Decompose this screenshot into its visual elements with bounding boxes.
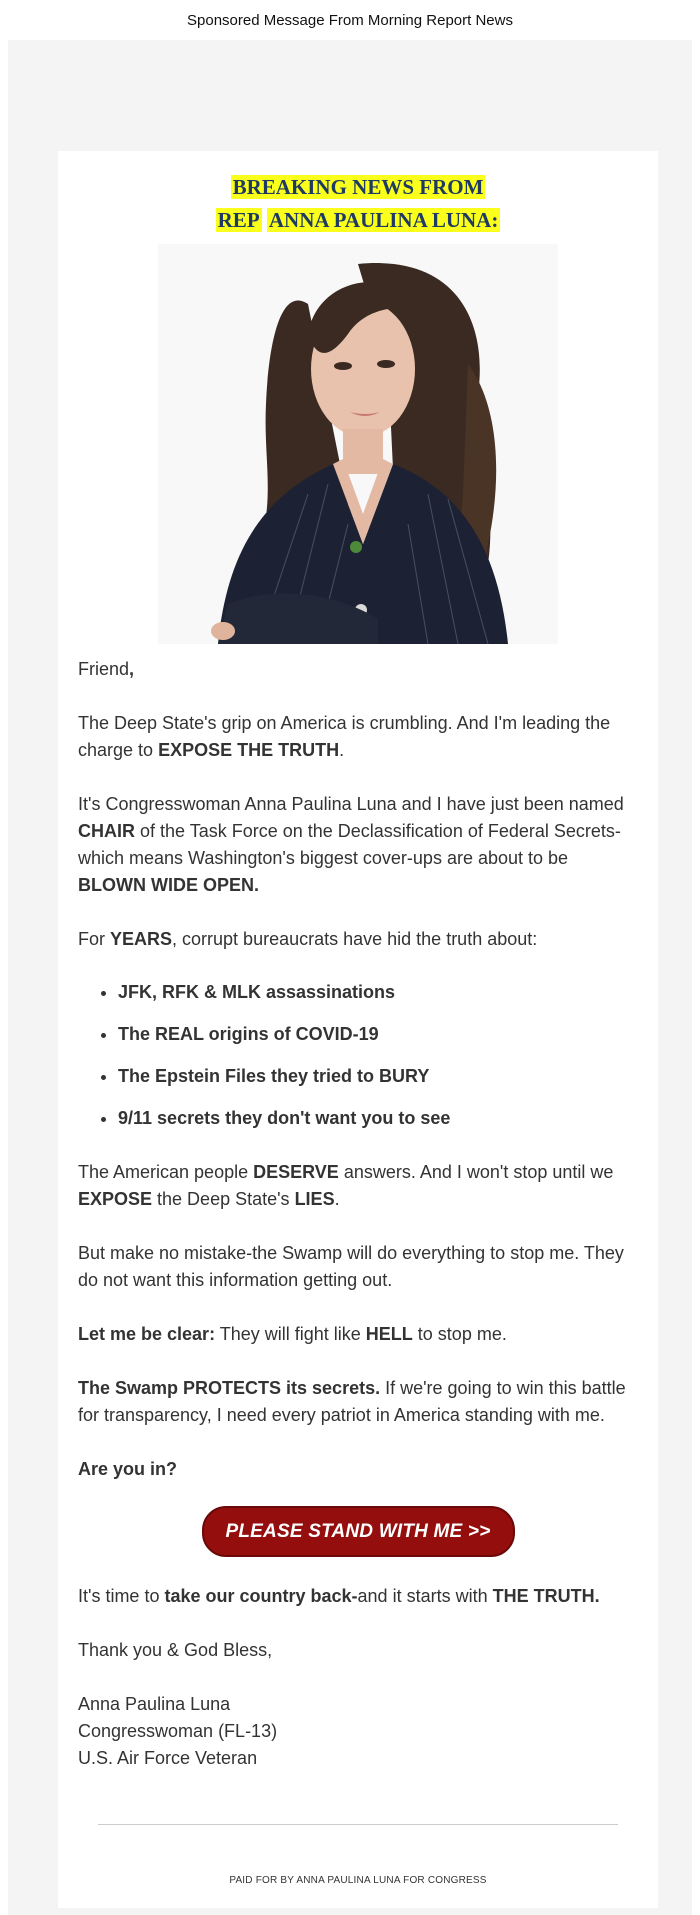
paragraph-6: Let me be clear: They will fight like HELL to stop me. (78, 1324, 507, 1344)
paragraph-5: But make no mistake-the Swamp will do everything to stop me. They do not want this information getting out. (78, 1243, 624, 1290)
sponsored-message-text: Sponsored Message From Morning Report News (187, 11, 513, 29)
email-body (78, 656, 638, 1772)
cta-container (78, 1506, 638, 1557)
signature-name: Anna Paulina Luna (78, 1694, 231, 1714)
list-item: • The Epstein Files they tried to BURY (118, 1063, 638, 1090)
paragraph-9: It's time to take our country back-and it starts with THE TRUTH. (78, 1586, 600, 1606)
headline-line-2b: ANNA PAULINA LUNA: (268, 208, 499, 232)
email-background (8, 40, 692, 1915)
headline-line-1: BREAKING NEWS FROM (232, 175, 484, 199)
paragraph-4: The American people DESERVE answers. And I won't stop until we EXPOSE the Deep State's LIES. (78, 1162, 614, 1209)
paragraph-3: For YEARS, corrupt bureaucrats have hid the truth about: (78, 929, 538, 949)
signature-veteran: U.S. Air Force Veteran (78, 1748, 258, 1768)
sign-off: Thank you & God Bless, (78, 1640, 273, 1660)
paragraph-8: Are you in? (78, 1459, 178, 1479)
list-item: • 9/11 secrets they don't want you to see (118, 1105, 638, 1132)
bullet-list (78, 979, 638, 1132)
paragraph-7: The Swamp PROTECTS its secrets. If we're going to win this battle for transparency, I need every patriot in America standing with me. (78, 1378, 626, 1425)
paragraph-2: It's Congresswoman Anna Paulina Luna and I have just been named CHAIR of the Task Force on the Declassification of Federal Secrets-which means Washington's biggest cover-ups are about to be BLOWN WIDE OPEN. (78, 794, 624, 895)
paragraph-1: The Deep State's grip on America is crumbling. And I'm leading the charge to EXPOSE THE TRUTH. (78, 713, 611, 760)
portrait-illustration (158, 244, 558, 644)
portrait-photo (158, 244, 558, 644)
greeting: Friend, (78, 659, 135, 679)
email-card (58, 151, 658, 1908)
headline (58, 171, 658, 237)
stand-with-me-button[interactable]: PLEASE STAND WITH ME >> (202, 1506, 515, 1557)
signature-title: Congresswoman (FL-13) (78, 1721, 278, 1741)
list-item: • The REAL origins of COVID-19 (118, 1021, 638, 1048)
footer-divider (98, 1824, 618, 1825)
signature-block (78, 1691, 638, 1772)
sponsored-message-bar (0, 0, 700, 40)
list-item: • JFK, RFK & MLK assassinations (118, 979, 638, 1006)
headline-line-2a: REP (217, 208, 260, 232)
paid-for-by-footer: PAID FOR BY ANNA PAULINA LUNA FOR CONGRESS (229, 1875, 487, 1886)
